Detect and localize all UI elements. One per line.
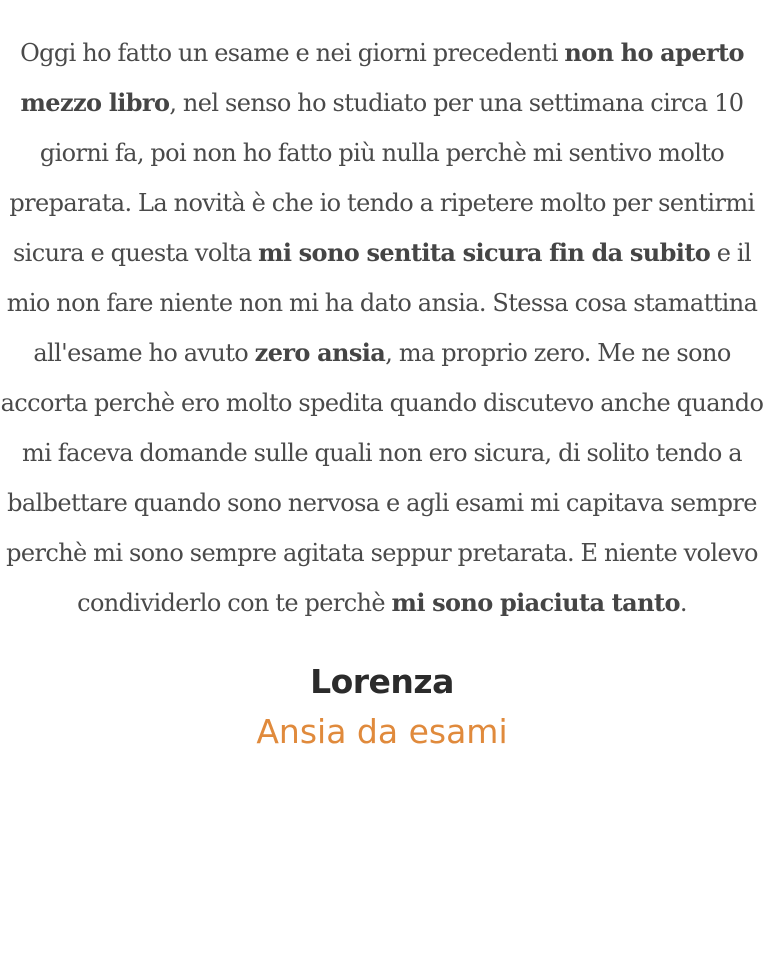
quote-highlight: non ho aperto mezzo libro [20,38,744,117]
testimonial-quote [0,28,764,628]
testimonial-topic: Ansia da esami [256,712,508,751]
quote-highlight: zero ansia [254,338,386,367]
quote-highlight: mi sono piaciuta tanto [391,588,680,617]
quote-text: , nel senso ho studiato per una settimana circa 10 giorni fa, poi non ho fatto più nulla perchè mi sentivo molto preparata. La novità è che io tendo a ripetere molto per sentirmi sicura e questa volta [9,89,755,267]
quote-text: , ma proprio zero. Me ne sono accorta perchè ero molto spedita quando discutevo anche quando mi faceva domande sulle quali non ero sicura, di solito tendo a balbettare quando sono nervosa e agli esami mi capitava sempre perchè mi sono sempre agitata seppur pretarata. E niente volevo condividerlo con te perchè [0,339,764,617]
author-name: Lorenza [310,662,454,701]
quote-text: . [679,589,687,617]
quote-text: e il mio non fare niente non mi ha dato ansia. Stessa cosa stamattina all'esame ho avuto [6,239,758,367]
testimonial [0,28,764,754]
quote-text: Oggi ho fatto un esame e nei giorni precedenti [20,39,565,67]
quote-highlight: mi sono sentita sicura fin da subito [258,238,711,267]
